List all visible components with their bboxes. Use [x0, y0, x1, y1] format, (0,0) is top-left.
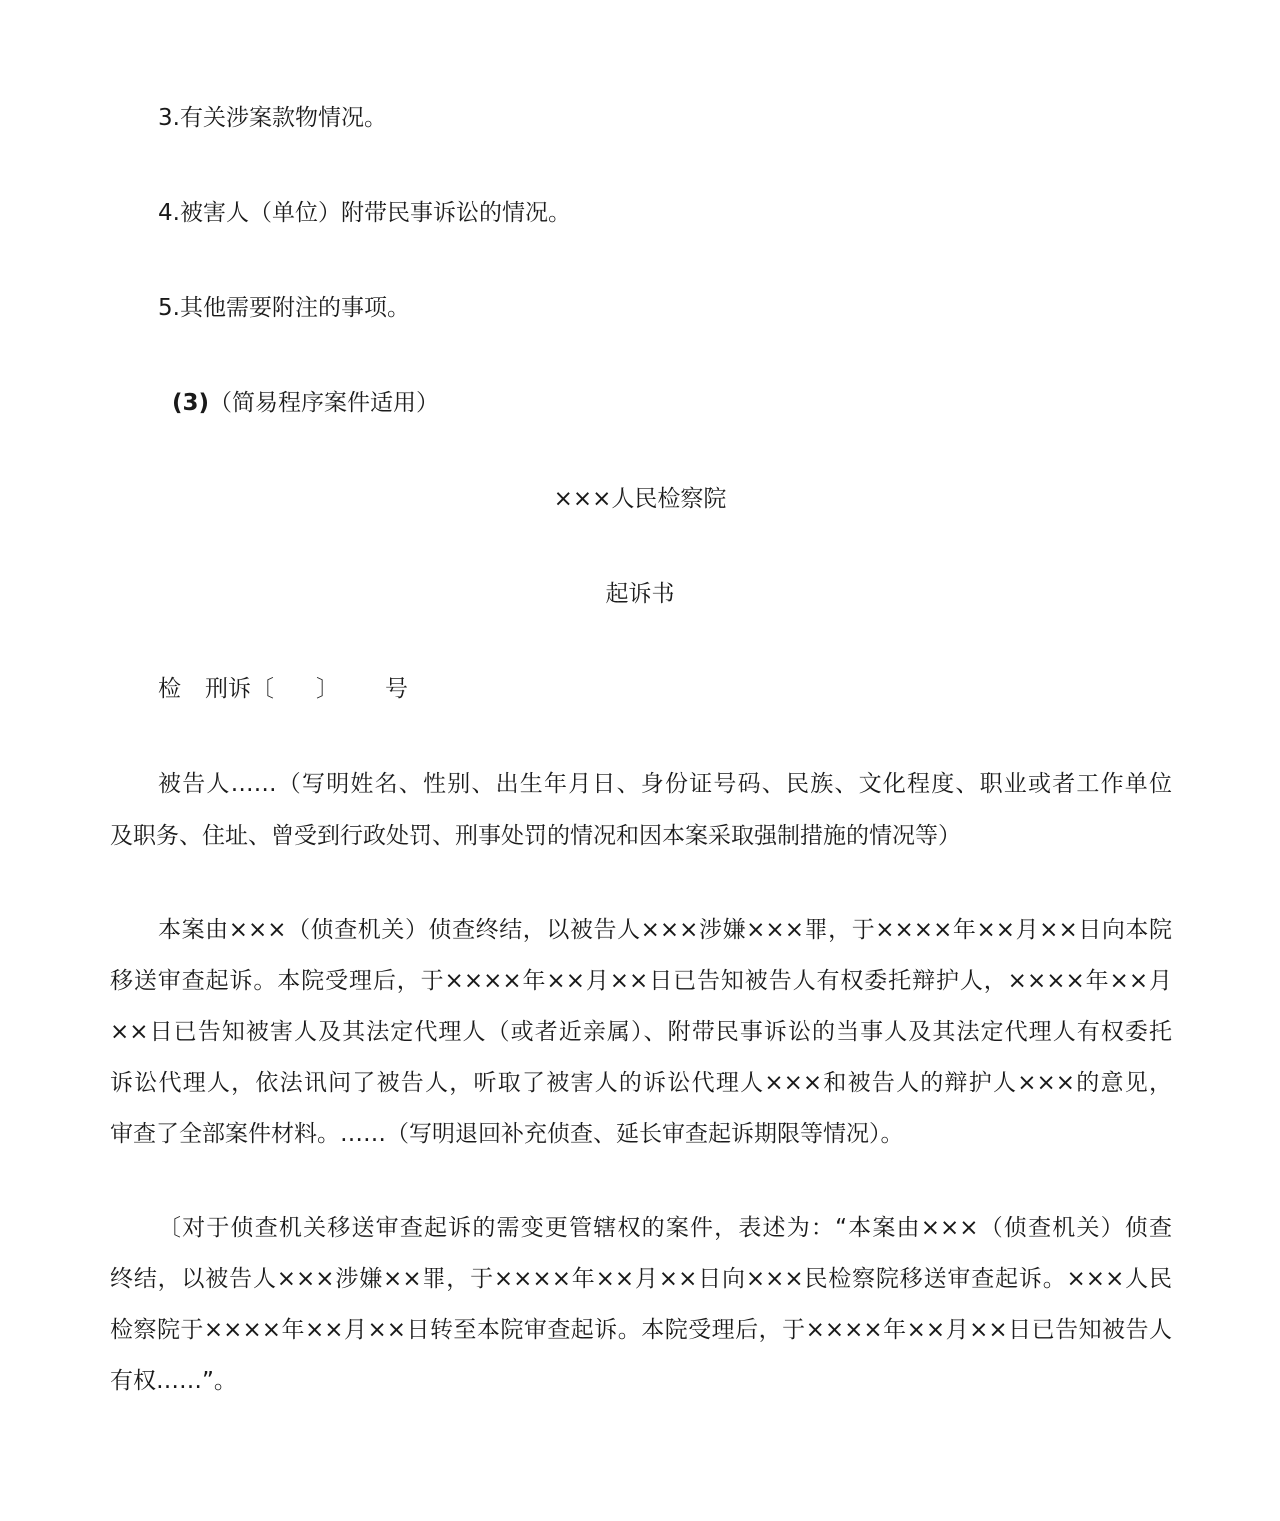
case-para-line: 移送审查起诉。本院受理后，于××××年××月××日已告知被告人有权委托辩护人，××××年××月: [110, 968, 1172, 994]
court-name: ×××人民检察院: [553, 486, 727, 512]
transfer-para-line: 终结，以被告人×××涉嫌××罪，于××××年××月××日向×××民检察院移送审查起诉。×××人民: [110, 1266, 1172, 1292]
section-number: (3): [172, 390, 210, 416]
case-para-line: 诉讼代理人，依法讯问了被告人，听取了被害人的诉讼代理人×××和被告人的辩护人×××的意见，: [110, 1070, 1172, 1096]
section-note: （简易程序案件适用）: [209, 390, 440, 416]
item-4: 4.被害人（单位）附带民事诉讼的情况。: [158, 200, 571, 226]
item-5: 5.其他需要附注的事项。: [158, 295, 410, 321]
defendant-para-line: 被告人……（写明姓名、性别、出生年月日、身份证号码、民族、文化程度、职业或者工作单位: [158, 771, 1172, 797]
case-para-line: 本案由×××（侦查机关）侦查终结，以被告人×××涉嫌×××罪，于××××年××月××日向本院: [158, 917, 1172, 943]
doc-no-suffix: 号: [385, 676, 408, 702]
doc-no-bracket-close: 〕: [316, 676, 339, 702]
doc-no-type: 刑诉〔: [205, 676, 274, 702]
case-para-line: ××日已告知被害人及其法定代理人（或者近亲属）、附带民事诉讼的当事人及其法定代理人有权委托: [110, 1019, 1172, 1045]
item-3: 3.有关涉案款物情况。: [158, 105, 387, 131]
document-number: [158, 678, 408, 701]
defendant-para-line: 及职务、住址、曾受到行政处罚、刑事处罚的情况和因本案采取强制措施的情况等）: [110, 823, 961, 849]
document-title: 起诉书: [605, 581, 675, 607]
doc-no-prefix: 检: [158, 676, 181, 702]
transfer-para-line: 〔对于侦查机关移送审查起诉的需变更管辖权的案件，表述为：“本案由×××（侦查机关）侦查: [158, 1215, 1172, 1241]
transfer-para-line: 检察院于××××年××月××日转至本院审查起诉。本院受理后，于××××年××月××日已告知被告人: [110, 1317, 1172, 1343]
transfer-para-line: 有权……”。: [110, 1368, 237, 1394]
case-para-line: 审查了全部案件材料。……（写明退回补充侦查、延长审查起诉期限等情况）。: [110, 1121, 904, 1147]
section-heading: [172, 392, 439, 415]
